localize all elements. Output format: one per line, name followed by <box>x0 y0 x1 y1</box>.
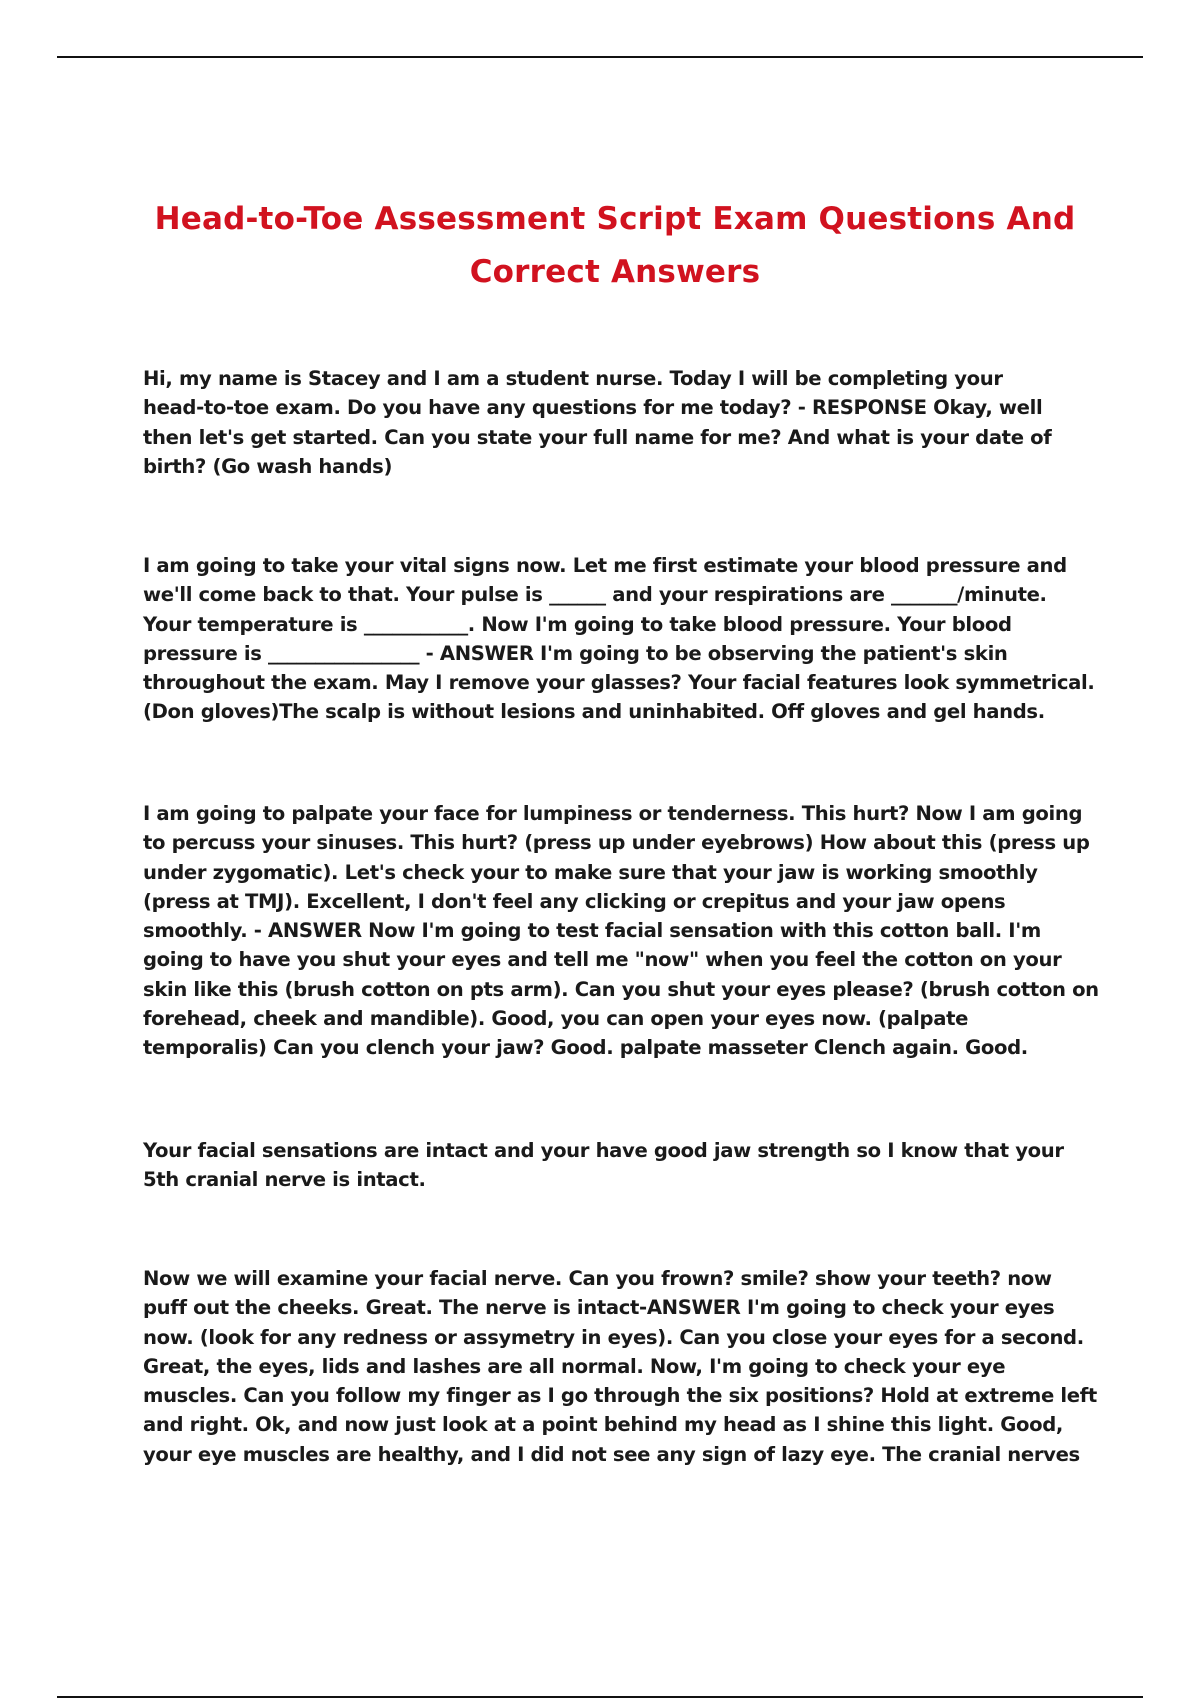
paragraph-facial-nerve-eyes: Now we will examine your facial nerve. Can you frown? smile? show your teeth? now puff out the cheeks. Great. The nerve is intact-ANSWER I'm going to check your eyes now. (look for any redness or assymetry in eyes). Can you close your eyes for a second. Great, the eyes, lids and lashes are all normal. Now, I'm going to check your eye muscles. Can you follow my finger as I go through the six positions? Hold at extreme left and right. Ok, and now just look at a point behind my head as I shine this light. Good, your eye muscles are healthy, and I did not see any sign of lazy eye. The cranial nerves <box>143 1267 1097 1466</box>
paragraph-introduction: Hi, my name is Stacey and I am a student nurse. Today I will be completing your head-to-toe exam. Do you have any questions for me today? - RESPONSE Okay, well then let's get started. Can you state your full name for me? And what is your date of birth? (Go wash hands) <box>143 367 1052 478</box>
document-title: Head-to-Toe Assessment Script Exam Questions And Correct Answers <box>154 201 1076 290</box>
footer-rule <box>57 1696 1143 1698</box>
paragraph-face-sinus-jaw: I am going to palpate your face for lumpiness or tenderness. This hurt? Now I am going to percuss your sinuses. This hurt? (press up under eyebrows) How about this (press up under zygomatic). Let's check your to make sure that your jaw is working smoothly (press at TMJ). Excellent, I don't feel any clicking or crepitus and your jaw opens smoothly. - ANSWER Now I'm going to test facial sensation with this cotton ball. I'm going to have you shut your eyes and tell me "now" when you feel the cotton on your skin like this (brush cotton on pts arm). Can you shut your eyes please? (brush cotton on forehead, cheek and mandible). Good, you can open your eyes now. (palpate temporalis) Can you clench your jaw? Good. palpate masseter Clench again. Good. <box>143 802 1099 1060</box>
paragraph-cranial-nerve-v: Your facial sensations are intact and your have good jaw strength so I know that your 5th cranial nerve is intact. <box>143 1139 1064 1192</box>
header-rule <box>57 56 1143 58</box>
paragraph-vital-signs: I am going to take your vital signs now. Let me first estimate your blood pressure and we'll come back to that. Your pulse is ______ and your respirations are _______/minute. Your temperature is ___________. Now I'm going to take blood pressure. Your blood pressure is ________________ - ANSWER I'm going to be observing the patient's skin throughout the exam. May I remove your glasses? Your facial features look symmetrical. (Don gloves)The scalp is without lesions and uninhabited. Off gloves and gel hands. <box>143 554 1095 724</box>
